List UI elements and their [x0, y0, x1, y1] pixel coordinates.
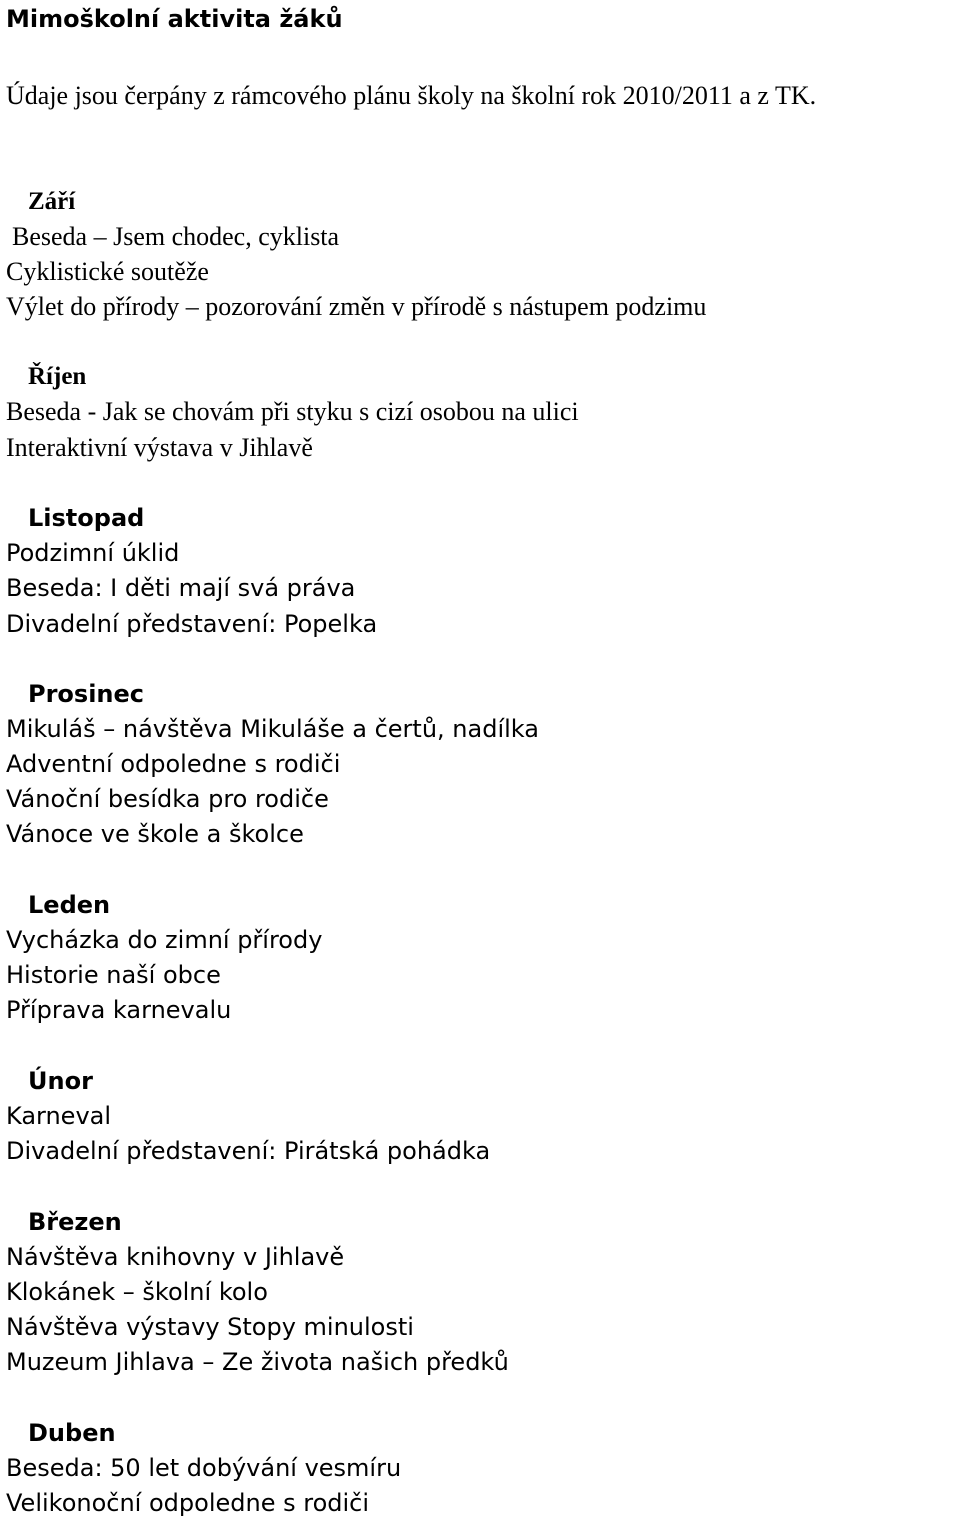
activity-item: Adventní odpoledne s rodiči [6, 750, 341, 778]
activity-item: Beseda: 50 let dobývání vesmíru [6, 1454, 402, 1482]
activity-item: Vycházka do zimní přírody [6, 926, 323, 954]
intro-text: Údaje jsou čerpány z rámcového plánu školy na školní rok 2010/2011 a z TK. [6, 81, 817, 110]
month-heading-listopad: Listopad [28, 504, 145, 532]
activity-item: Návštěva výstavy Stopy minulosti [6, 1313, 414, 1341]
activity-item: Beseda - Jak se chovám při styku s cizí osobou na ulici [6, 397, 579, 426]
activity-item: Historie naší obce [6, 961, 221, 989]
month-heading-leden: Leden [28, 891, 111, 919]
activity-item: Mikuláš – návštěva Mikuláše a čertů, nadílka [6, 715, 539, 743]
activity-item: Beseda: I děti mají svá práva [6, 574, 356, 602]
activity-item: Muzeum Jihlava – Ze života našich předků [6, 1348, 509, 1376]
activity-item: Výlet do přírody – pozorování změn v přírodě s nástupem podzimu [6, 292, 707, 321]
activity-item: Cyklistické soutěže [6, 257, 209, 286]
activity-item: Podzimní úklid [6, 539, 180, 567]
month-heading-zari: Září [28, 188, 76, 215]
activity-item: Vánoce ve škole a školce [6, 820, 304, 848]
month-heading-duben: Duben [28, 1419, 116, 1447]
activity-item: Vánoční besídka pro rodiče [6, 785, 329, 813]
month-heading-rijen: Říjen [28, 363, 87, 390]
month-heading-prosinec: Prosinec [28, 680, 145, 708]
activity-item: Návštěva knihovny v Jihlavě [6, 1243, 345, 1271]
month-heading-unor: Únor [28, 1067, 93, 1095]
activity-item: Beseda – Jsem chodec, cyklista [12, 222, 340, 251]
activity-item: Klokánek – školní kolo [6, 1278, 268, 1306]
activity-item: Divadelní představení: Pirátská pohádka [6, 1137, 491, 1165]
activity-item: Interaktivní výstava v Jihlavě [6, 433, 313, 462]
month-heading-brezen: Březen [28, 1208, 122, 1236]
activity-item: Divadelní představení: Popelka [6, 610, 378, 638]
activity-item: Karneval [6, 1102, 112, 1130]
activity-item: Velikonoční odpoledne s rodiči [6, 1489, 370, 1517]
document-title: Mimoškolní aktivita žáků [6, 5, 343, 33]
activity-item: Příprava karnevalu [6, 996, 232, 1024]
